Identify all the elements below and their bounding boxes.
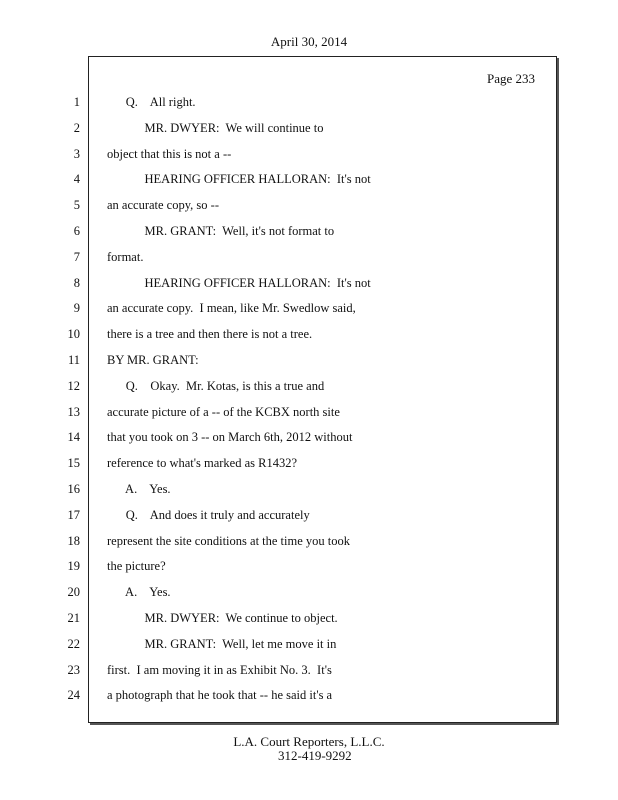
transcript-line: Q. All right.: [107, 95, 196, 109]
transcript-line: Q. Okay. Mr. Kotas, is this a true and: [107, 379, 325, 393]
line-number: 15: [67, 456, 80, 470]
transcript-line: object that this is not a --: [107, 147, 232, 161]
line-number: 11: [67, 353, 80, 367]
line-number: 20: [67, 585, 80, 599]
line-number: 5: [73, 198, 80, 212]
transcript-line: HEARING OFFICER HALLORAN: It's not: [107, 172, 371, 186]
line-number: 2: [73, 121, 80, 135]
line-number: 12: [67, 379, 80, 393]
transcript-line: format.: [107, 250, 144, 264]
footer-phone: 312-419-9292: [278, 748, 352, 763]
transcript-line: represent the site conditions at the time you took: [107, 534, 350, 548]
line-number: 9: [73, 301, 80, 315]
line-number: 21: [67, 611, 80, 625]
line-number: 23: [67, 663, 80, 677]
transcript-line: A. Yes.: [107, 585, 171, 599]
transcript-line: MR. DWYER: We continue to object.: [107, 611, 338, 625]
line-number: 3: [73, 147, 80, 161]
transcript-line: first. I am moving it in as Exhibit No. 3. It's: [107, 663, 332, 677]
transcript-line: that you took on 3 -- on March 6th, 2012 without: [107, 430, 353, 444]
transcript-line: HEARING OFFICER HALLORAN: It's not: [107, 276, 371, 290]
footer-company: L.A. Court Reporters, L.L.C.: [233, 734, 385, 749]
line-number: 17: [67, 508, 80, 522]
line-number: 6: [73, 224, 80, 238]
transcript-line: Q. And does it truly and accurately: [107, 508, 310, 522]
transcript-line: MR. GRANT: Well, it's not format to: [107, 224, 335, 238]
line-number: 7: [73, 250, 80, 264]
line-number: 1: [73, 95, 80, 109]
transcript-line: there is a tree and then there is not a tree.: [107, 327, 313, 341]
transcript-line: reference to what's marked as R1432?: [107, 456, 298, 470]
page-number: Page 233: [487, 71, 536, 86]
line-number: 18: [67, 534, 80, 548]
line-number: 13: [67, 405, 80, 419]
transcript-line: A. Yes.: [107, 482, 171, 496]
line-number: 8: [73, 276, 80, 290]
header-date: April 30, 2014: [270, 34, 348, 49]
line-number: 4: [73, 172, 80, 186]
transcript-line: an accurate copy. I mean, like Mr. Swedlow said,: [107, 301, 356, 315]
transcript-line: the picture?: [107, 559, 166, 573]
transcript-line: accurate picture of a -- of the KCBX north site: [107, 405, 340, 419]
line-number: 24: [67, 688, 80, 702]
line-number: 10: [67, 327, 80, 341]
line-number: 22: [67, 637, 80, 651]
transcript-line: an accurate copy, so --: [107, 198, 219, 212]
transcript-line: MR. DWYER: We will continue to: [107, 121, 324, 135]
line-number: 19: [67, 559, 80, 573]
transcript-line: BY MR. GRANT:: [107, 353, 199, 367]
transcript-line: MR. GRANT: Well, let me move it in: [107, 637, 337, 651]
line-number: 16: [67, 482, 80, 496]
transcript-line: a photograph that he took that -- he said it's a: [107, 688, 333, 702]
line-number: 14: [67, 430, 80, 444]
